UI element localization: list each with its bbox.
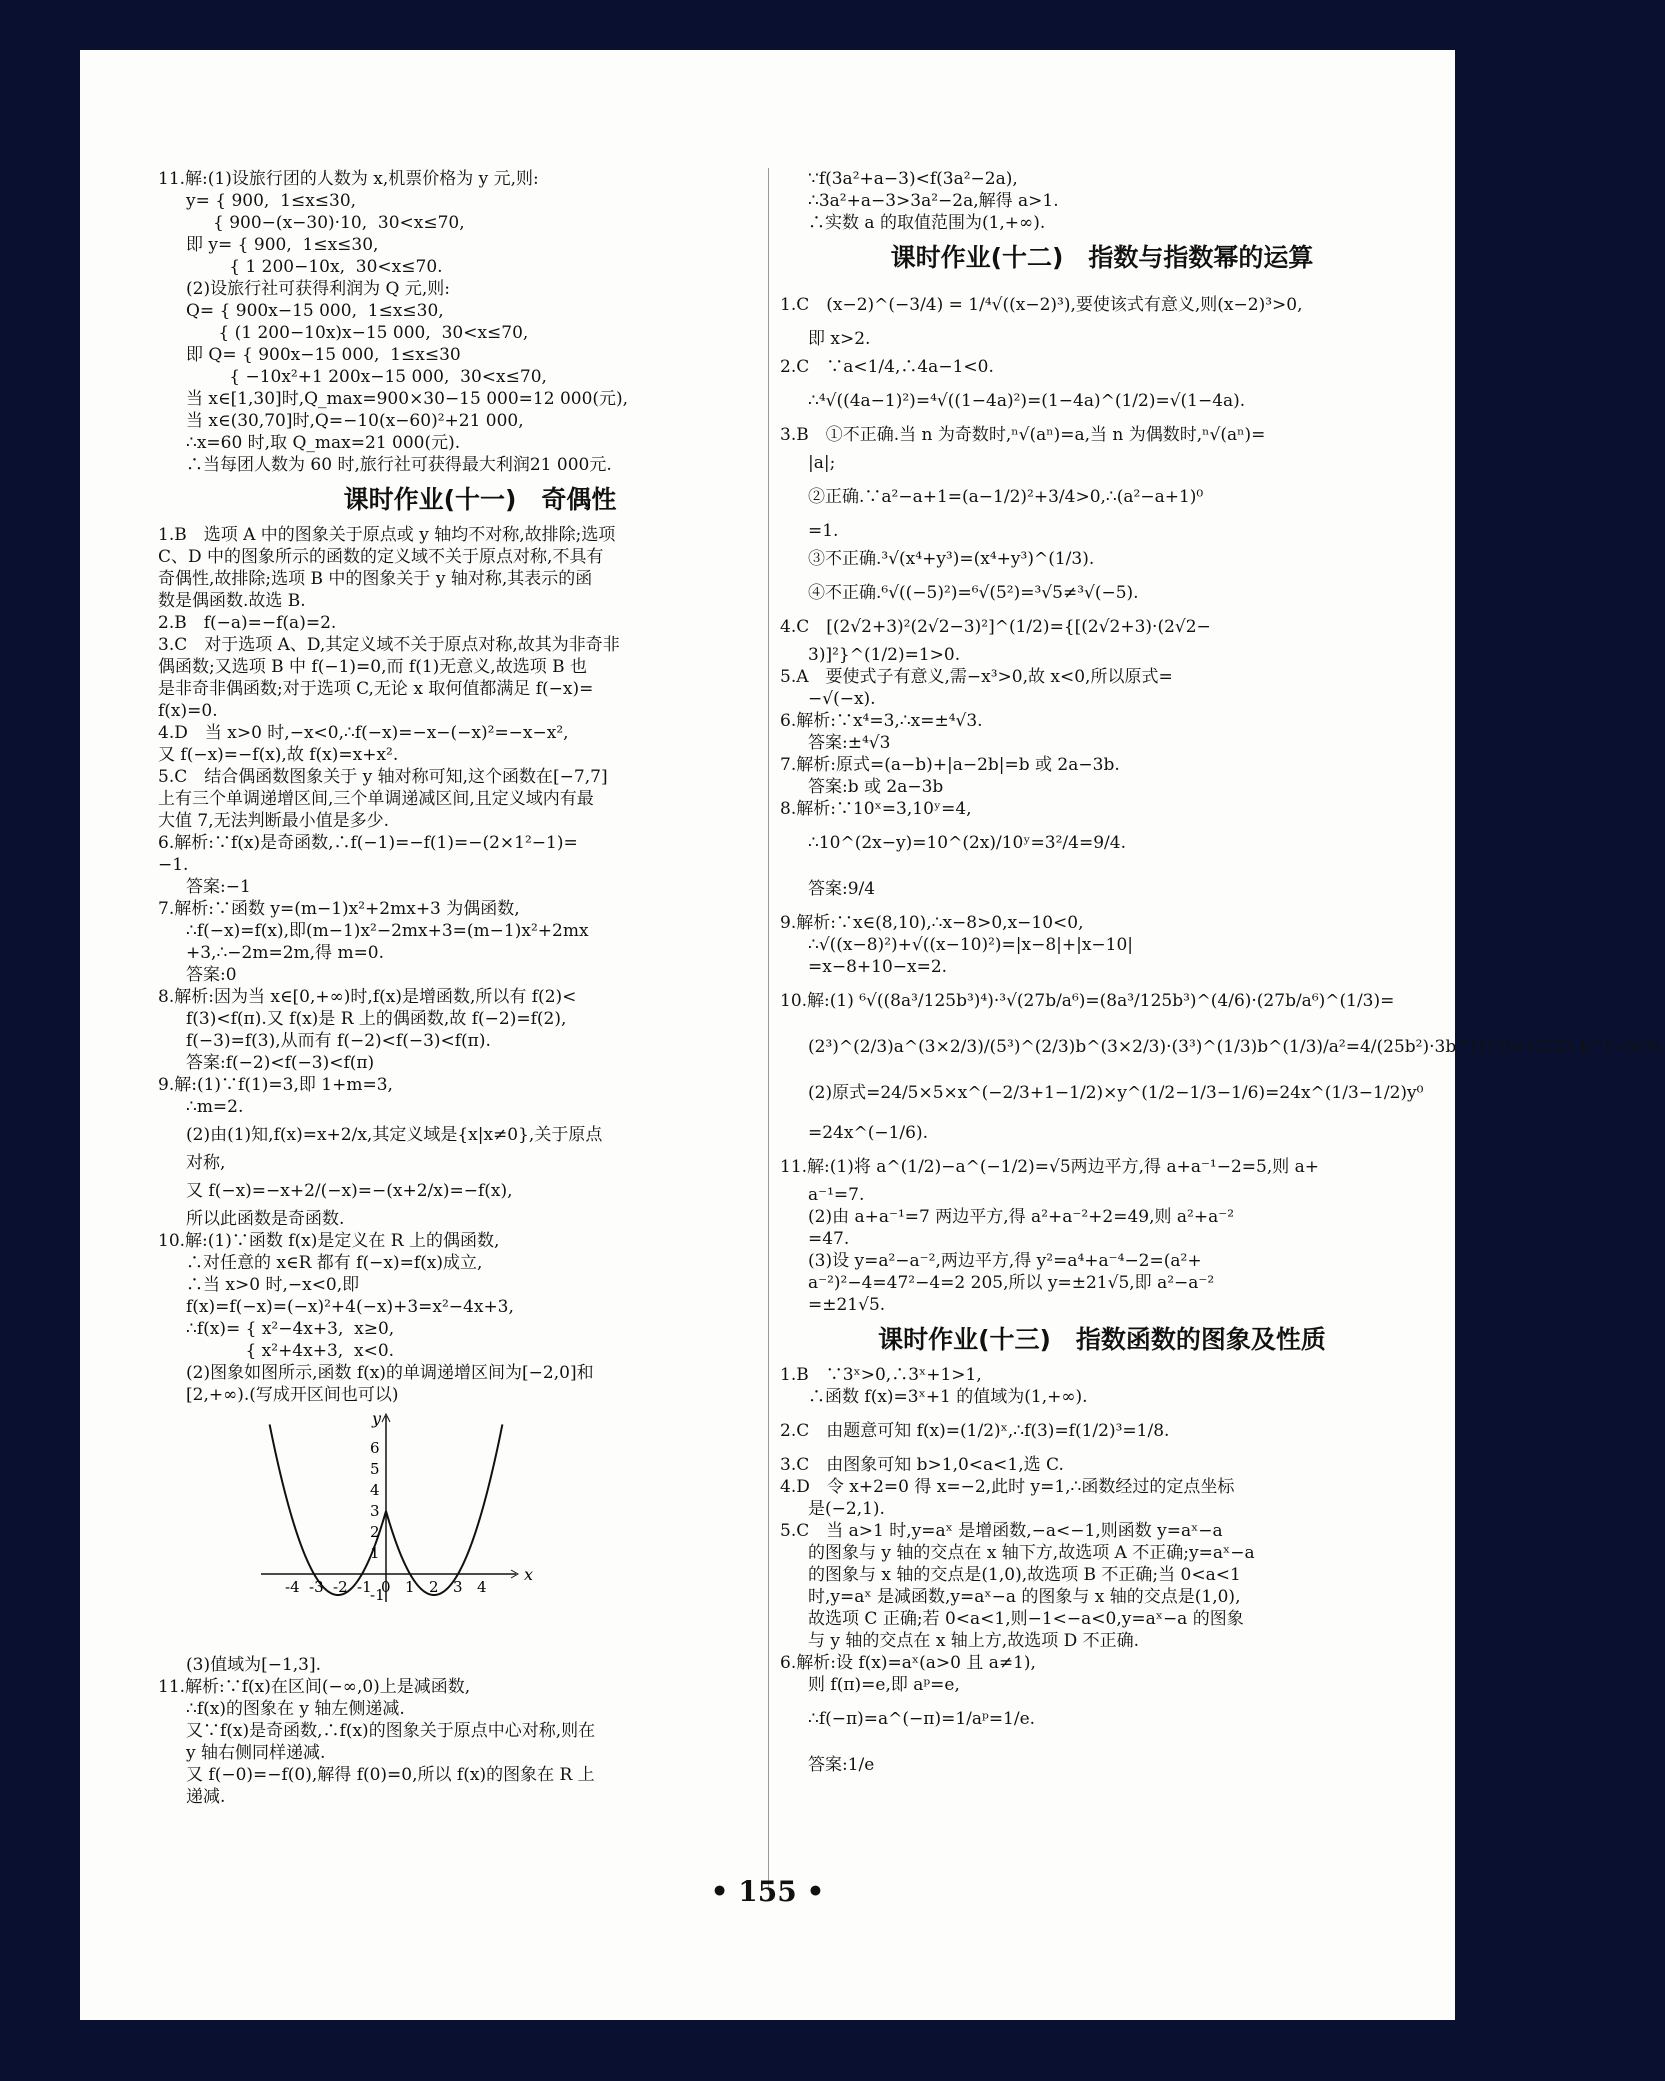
- left-text-line: 当 x∈(30,70]时,Q=−10(x−60)²+21 000,: [186, 411, 524, 431]
- left-text-line: y 轴右侧同样递减.: [186, 1743, 326, 1763]
- left-text-line: { 1 200−10x, 30<x≤70.: [186, 257, 443, 277]
- left-text-line: f(−3)=f(3),从而有 f(−2)<f(−3)<f(π).: [186, 1031, 491, 1051]
- right-text-line: 8.解析:∵10ˣ=3,10ʸ=4,: [780, 799, 972, 819]
- curve-right-branch: [386, 1424, 502, 1595]
- right-text-line: ③不正确.³√(x⁴+y³)=(x⁴+y³)^(1/3).: [808, 549, 1095, 569]
- right-text-line: 2.C ∵a<1/4,∴4a−1<0.: [780, 357, 994, 377]
- left-text-line: 10.解:(1)∵函数 f(x)是定义在 R 上的偶函数,: [158, 1231, 500, 1251]
- right-text-line: 的图象与 x 轴的交点是(1,0),故选项 B 不正确;当 0<a<1: [808, 1565, 1241, 1585]
- left-text-line: (2)设旅行社可获得利润为 Q 元,则:: [186, 279, 450, 299]
- right-text-line: ∴10^(2x−y)=10^(2x)/10ʸ=3²/4=9/4.: [808, 833, 1126, 853]
- left-text-line: 答案:−1: [186, 877, 251, 897]
- left-text-line: 当 x∈[1,30]时,Q_max=900×30−15 000=12 000(元),: [186, 389, 629, 409]
- left-text-block: [158, 168, 802, 1406]
- right-text-line: 6.解析:设 f(x)=aˣ(a>0 且 a≠1),: [780, 1653, 1036, 1673]
- right-text-line: 答案:9/4: [808, 879, 876, 899]
- left-text-line: Q= { 900x−15 000, 1≤x≤30,: [186, 301, 444, 321]
- right-text-line: 3.B ①不正确.当 n 为奇数时,ⁿ√(aⁿ)=a,当 n 为偶数时,ⁿ√(aⁿ)=: [780, 425, 1266, 445]
- x-tick-label: 3: [453, 1578, 463, 1596]
- x-axis-label: x: [524, 1565, 534, 1584]
- curve-left-branch: [270, 1424, 386, 1595]
- section-heading: 课时作业(十一) 奇偶性: [343, 485, 617, 514]
- left-text-line: f(x)=f(−x)=(−x)²+4(−x)+3=x²−4x+3,: [186, 1297, 514, 1317]
- x-tick-label: -3: [309, 1578, 324, 1596]
- left-text-line: 2.B f(−a)=−f(a)=2.: [158, 613, 337, 633]
- right-text-line: ∴函数 f(x)=3ˣ+1 的值域为(1,+∞).: [808, 1387, 1088, 1407]
- right-text-line: a⁻¹=7.: [808, 1185, 865, 1205]
- x-tick-label: -4: [285, 1578, 300, 1596]
- right-text-line: 答案:b 或 2a−3b: [808, 777, 944, 797]
- left-text-line: ∴f(x)的图象在 y 轴左侧递减.: [186, 1699, 405, 1719]
- left-text-line: { 900−(x−30)·10, 30<x≤70,: [186, 213, 465, 233]
- right-text-line: 故选项 C 正确;若 0<a<1,则−1<−a<0,y=aˣ−a 的图象: [808, 1609, 1244, 1629]
- x-tick-label: 1: [405, 1578, 415, 1596]
- left-text-line: { (1 200−10x)x−15 000, 30<x≤70,: [186, 323, 529, 343]
- left-text-line: 4.D 当 x>0 时,−x<0,∴f(−x)=−x−(−x)²=−x−x²,: [158, 723, 569, 743]
- right-text-line: 即 x>2.: [808, 329, 871, 349]
- left-text-line: ∴x=60 时,取 Q_max=21 000(元).: [186, 433, 461, 453]
- right-text-line: −√(−x).: [808, 689, 876, 709]
- left-text-block-after-graph: [158, 1654, 802, 1808]
- x-tick-label: -1: [357, 1578, 372, 1596]
- left-text-line: 递减.: [186, 1787, 226, 1807]
- y-tick-label: 2: [370, 1523, 380, 1541]
- y-tick-label: -1: [370, 1586, 385, 1604]
- right-text-line: =1.: [808, 521, 839, 541]
- function-graph: [266, 1409, 536, 1644]
- right-text-line: (2)原式=24/5×5×x^(−2/3+1−1/2)×y^(1/2−1/3−1/6)=24x^(1/3−1/2)y⁰: [808, 1083, 1424, 1103]
- right-text-line: 9.解析:∵x∈(8,10),∴x−8>0,x−10<0,: [780, 913, 1084, 933]
- right-text-line: ∴√((x−8)²)+√((x−10)²)=|x−8|+|x−10|: [808, 935, 1134, 955]
- left-text-line: 偶函数;又选项 B 中 f(−1)=0,而 f(1)无意义,故选项 B 也: [158, 657, 587, 677]
- right-text-line: 4.C [(2√2+3)²(2√2−3)²]^(1/2)={[(2√2+3)·(2√2−: [780, 617, 1211, 637]
- left-text-line: ∴m=2.: [186, 1097, 244, 1117]
- right-text-line: 的图象与 y 轴的交点在 x 轴下方,故选项 A 不正确;y=aˣ−a: [808, 1543, 1255, 1563]
- left-text-line: (3)值域为[−1,3].: [186, 1655, 322, 1675]
- left-text-line: (2)图象如图所示,函数 f(x)的单调递增区间为[−2,0]和: [186, 1363, 594, 1383]
- x-tick-label: 4: [477, 1578, 487, 1596]
- left-text-line: 数是偶函数.故选 B.: [158, 591, 306, 611]
- left-text-line: 答案:f(−2)<f(−3)<f(π): [186, 1053, 375, 1073]
- right-text-line: =24x^(−1/6).: [808, 1123, 928, 1143]
- right-text-line: 5.A 要使式子有意义,需−x³>0,故 x<0,所以原式=: [780, 667, 1173, 687]
- right-text-line: 1.B ∵3ˣ>0,∴3ˣ+1>1,: [780, 1365, 982, 1385]
- left-text-line: f(x)=0.: [158, 701, 218, 721]
- left-text-line: (2)由(1)知,f(x)=x+2/x,其定义域是{x|x≠0},关于原点: [186, 1125, 603, 1145]
- right-text-line: |a|;: [808, 453, 836, 473]
- left-text-line: y= { 900, 1≤x≤30,: [186, 191, 357, 211]
- right-text-line: ∴3a²+a−3>3a²−2a,解得 a>1.: [808, 191, 1059, 211]
- left-text-line: 9.解:(1)∵f(1)=3,即 1+m=3,: [158, 1075, 393, 1095]
- right-text-line: (3)设 y=a²−a⁻²,两边平方,得 y²=a⁴+a⁻⁴−2=(a²+: [808, 1251, 1202, 1271]
- section-heading: 课时作业(十三) 指数函数的图象及性质: [878, 1325, 1326, 1354]
- right-text-line: ∴实数 a 的取值范围为(1,+∞).: [808, 213, 1046, 233]
- left-text-line: 7.解析:∵函数 y=(m−1)x²+2mx+3 为偶函数,: [158, 899, 520, 919]
- right-text-line: =±21√5.: [808, 1295, 886, 1315]
- right-text-line: 4.D 令 x+2=0 得 x=−2,此时 y=1,∴函数经过的定点坐标: [780, 1477, 1235, 1497]
- right-text-line: 则 f(π)=e,即 aᵖ=e,: [808, 1675, 960, 1695]
- right-text-line: 5.C 当 a>1 时,y=aˣ 是增函数,−a<−1,则函数 y=aˣ−a: [780, 1521, 1223, 1541]
- right-text-line: 与 y 轴的交点在 x 轴上方,故选项 D 不正确.: [808, 1631, 1140, 1651]
- right-text-line: 6.解析:∵x⁴=3,∴x=±⁴√3.: [780, 711, 983, 731]
- left-text-line: [2,+∞).(写成开区间也可以): [186, 1385, 399, 1405]
- left-text-line: 是非奇非偶函数;对于选项 C,无论 x 取何值都满足 f(−x)=: [158, 679, 594, 699]
- left-text-line: 又∵f(x)是奇函数,∴f(x)的图象关于原点中心对称,则在: [186, 1721, 596, 1741]
- left-text-line: 3.C 对于选项 A、D,其定义域不关于原点对称,故其为非奇非: [158, 635, 620, 655]
- right-text-line: 10.解:(1) ⁶√((8a³/125b³)⁴)·³√(27b/a⁶)=(8a³/125b³)^(4/6)·(27b/a⁶)^(1/3)=: [780, 991, 1395, 1011]
- right-text-line: 2.C 由题意可知 f(x)=(1/2)ˣ,∴f(3)=f(1/2)³=1/8.: [780, 1421, 1170, 1441]
- right-text-line: 1.C (x−2)^(−3/4) = 1/⁴√((x−2)³),要使该式有意义,则(x−2)³>0,: [780, 295, 1303, 315]
- x-tick-label: 0: [381, 1578, 391, 1596]
- y-tick-label: 3: [370, 1502, 380, 1520]
- right-text-line: =47.: [808, 1229, 850, 1249]
- left-text-line: 又 f(−x)=−f(x),故 f(x)=x+x².: [158, 745, 399, 765]
- left-text-line: 5.C 结合偶函数图象关于 y 轴对称可知,这个函数在[−7,7]: [158, 767, 608, 787]
- left-text-line: 即 y= { 900, 1≤x≤30,: [186, 235, 379, 255]
- left-text-line: 又 f(−x)=−x+2/(−x)=−(x+2/x)=−f(x),: [186, 1181, 513, 1201]
- left-text-line: 8.解析:因为当 x∈[0,+∞)时,f(x)是增函数,所以有 f(2)<: [158, 987, 577, 1007]
- page-number: • 155 •: [710, 1875, 825, 1908]
- left-text-line: 对称,: [186, 1153, 226, 1173]
- right-text-line: a⁻²)²−4=47²−4=2 205,所以 y=±21√5,即 a²−a⁻²: [808, 1273, 1215, 1293]
- x-tick-label: -2: [333, 1578, 348, 1596]
- right-text-line: 答案:±⁴√3: [808, 733, 891, 753]
- left-text-line: { −10x²+1 200x−15 000, 30<x≤70,: [186, 367, 547, 387]
- left-text-line: 11.解:(1)设旅行团的人数为 x,机票价格为 y 元,则:: [158, 169, 539, 189]
- left-text-line: +3,∴−2m=2m,得 m=0.: [186, 943, 385, 963]
- left-text-line: { x²+4x+3, x<0.: [186, 1341, 395, 1361]
- right-text-line: ∵f(3a²+a−3)<f(3a²−2a),: [808, 169, 1018, 189]
- left-text-line: 上有三个单调递增区间,三个单调递减区间,且定义域内有最: [158, 789, 594, 809]
- y-tick-label: 4: [370, 1481, 380, 1499]
- left-column: [158, 168, 802, 1808]
- y-tick-label: 1: [370, 1544, 380, 1562]
- right-text-line: ∴⁴√((4a−1)²)=⁴√((1−4a)²)=(1−4a)^(1/2)=√(1−4a).: [808, 391, 1246, 411]
- right-text-line: 是(−2,1).: [808, 1499, 885, 1519]
- left-text-line: 1.B 选项 A 中的图象关于原点或 y 轴均不对称,故排除;选项: [158, 525, 616, 545]
- left-text-line: 6.解析:∵f(x)是奇函数,∴f(−1)=−f(1)=−(2×1²−1)=: [158, 833, 578, 853]
- right-text-line: ④不正确.⁶√((−5)²)=⁶√(5²)=³√5≠³√(−5).: [808, 583, 1139, 603]
- right-text-line: 时,y=aˣ 是减函数,y=aˣ−a 的图象与 x 轴的交点是(1,0),: [808, 1587, 1241, 1607]
- right-text-line: 11.解:(1)将 a^(1/2)−a^(−1/2)=√5两边平方,得 a+a⁻¹−2=5,则 a+: [780, 1157, 1320, 1177]
- document-page: [80, 50, 1665, 2020]
- left-text-line: 奇偶性,故排除;选项 B 中的图象关于 y 轴对称,其表示的函: [158, 569, 593, 589]
- left-text-line: ∴f(−x)=f(x),即(m−1)x²−2mx+3=(m−1)x²+2mx: [186, 921, 589, 941]
- left-text-line: ∴f(x)= { x²−4x+3, x≥0,: [186, 1319, 395, 1339]
- right-text-line: 3)]²}^(1/2)=1>0.: [808, 645, 961, 665]
- right-text-line: (2³)^(2/3)a^(3×2/3)/(5³)^(2/3)b^(3×2/3)·(3³)^(1/3)b^(1/3)/a²=4/(25b²)·3b^(1/3)=12/25 b^(−5/3).: [808, 1037, 1665, 1057]
- y-tick-label: 5: [370, 1460, 380, 1478]
- left-text-line: 即 Q= { 900x−15 000, 1≤x≤30: [186, 345, 461, 365]
- right-text-block: [780, 168, 1665, 1788]
- left-text-line: f(3)<f(π).又 f(x)是 R 上的偶函数,故 f(−2)=f(2),: [186, 1009, 567, 1029]
- y-axis-label: y: [372, 1409, 382, 1428]
- left-text-line: 答案:0: [186, 965, 237, 985]
- left-text-line: ∴当 x>0 时,−x<0,即: [186, 1275, 360, 1295]
- column-divider: [768, 168, 769, 1888]
- right-text-line: 答案:1/e: [808, 1755, 875, 1775]
- left-text-line: ∴当每团人数为 60 时,旅行社可获得最大利润21 000元.: [186, 455, 612, 475]
- right-text-line: 7.解析:原式=(a−b)+|a−2b|=b 或 2a−3b.: [780, 755, 1120, 775]
- left-text-line: C、D 中的图象所示的函数的定义域不关于原点对称,不具有: [158, 547, 604, 567]
- left-text-line: 11.解析:∵f(x)在区间(−∞,0)上是减函数,: [158, 1677, 471, 1697]
- right-text-line: ②正确.∵a²−a+1=(a−1/2)²+3/4>0,∴(a²−a+1)⁰: [808, 487, 1204, 507]
- left-text-line: ∴对任意的 x∈R 都有 f(−x)=f(x)成立,: [186, 1253, 483, 1273]
- x-tick-label: 2: [429, 1578, 439, 1596]
- section-heading: 课时作业(十二) 指数与指数幂的运算: [890, 243, 1314, 272]
- left-text-line: 所以此函数是奇函数.: [186, 1209, 345, 1229]
- left-text-line: 大值 7,无法判断最小值是多少.: [158, 811, 390, 831]
- y-tick-label: 6: [370, 1439, 380, 1457]
- right-text-line: =x−8+10−x=2.: [808, 957, 948, 977]
- right-text-line: 3.C 由图象可知 b>1,0<a<1,选 C.: [780, 1455, 1064, 1475]
- right-text-line: (2)由 a+a⁻¹=7 两边平方,得 a²+a⁻²+2=49,则 a²+a⁻²: [808, 1207, 1235, 1227]
- right-text-line: ∴f(−π)=a^(−π)=1/aᵖ=1/e.: [808, 1709, 1036, 1729]
- left-text-line: −1.: [158, 855, 189, 875]
- left-text-line: 又 f(−0)=−f(0),解得 f(0)=0,所以 f(x)的图象在 R 上: [186, 1765, 595, 1785]
- right-column: [780, 168, 1665, 1788]
